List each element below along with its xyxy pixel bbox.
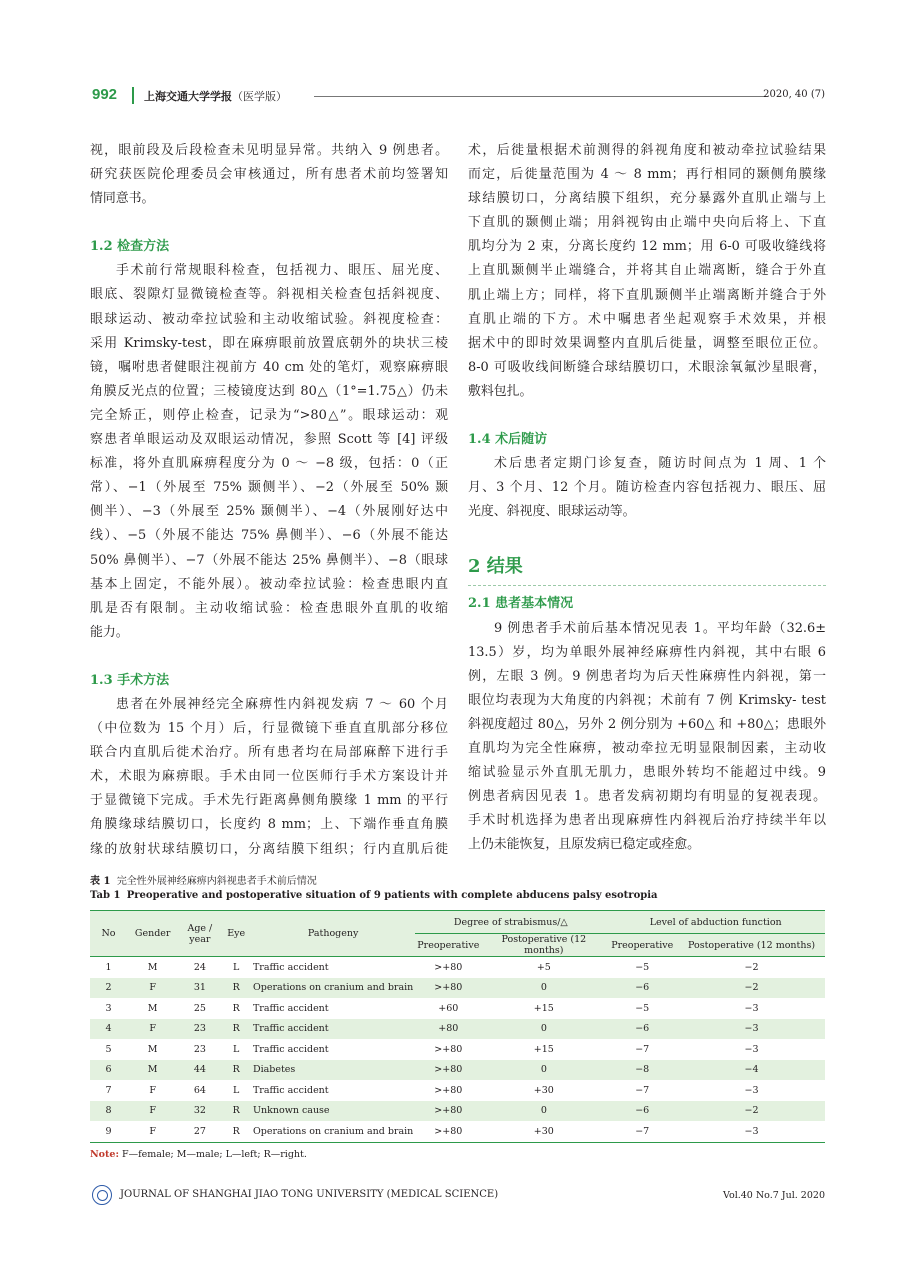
section-rule xyxy=(468,585,826,586)
text-line: 角膜反光点的位置；三棱镜度达到 80△（1°=1.75△）仍未 xyxy=(90,383,448,399)
header-abd-post: Postoperative (12 months) xyxy=(678,934,825,957)
cell-gender: F xyxy=(149,1084,156,1096)
text-line: （中位数为 15 个月）后，行显微镜下垂直直肌部分移位 xyxy=(90,721,448,737)
text-line: 联合内直肌后徙术治疗。所有患者均在局部麻醉下进行手 xyxy=(90,745,448,761)
text-line: 直肌止端的下方。术中嘱患者坐起观察手术效果，并根 xyxy=(468,311,826,327)
cell-pathogeny: Unknown cause xyxy=(251,1101,415,1122)
running-header xyxy=(92,86,825,106)
cell-abd-pre: −8 xyxy=(606,1060,678,1081)
text-line: 眼位均表现为大角度的内斜视；术前有 7 例 Krimsky- test xyxy=(468,692,826,708)
text-line: 眼球运动、被动牵拉试验和主动收缩试验。斜视度检查： xyxy=(90,311,448,327)
text-line: 线）、−5（外展不能达 75% 鼻侧半）、−6（外展不能达 xyxy=(90,528,448,544)
header-no: No xyxy=(90,911,127,957)
cell-no: 7 xyxy=(105,1084,112,1096)
cell-abd-pre: −7 xyxy=(635,1084,650,1096)
cell-strab-post: +5 xyxy=(536,961,551,973)
cell-abd-pre: −5 xyxy=(635,961,650,973)
cell-abd-post: −3 xyxy=(744,1084,759,1096)
text-line: 球结膜切口，分离结膜下组织，充分暴露外直肌止端与上 xyxy=(468,191,826,207)
cell-strab-pre: >+80 xyxy=(434,961,463,973)
table-row xyxy=(90,1101,825,1122)
journal-logo-icon xyxy=(92,1185,112,1205)
results-table xyxy=(90,910,825,1143)
cell-strab-post: 0 xyxy=(481,978,606,999)
cell-gender: F xyxy=(149,1125,156,1137)
table-row xyxy=(90,1121,825,1142)
section-heading: 1.3 手术方法 xyxy=(90,672,170,688)
cell-no: 6 xyxy=(90,1060,127,1081)
header-pathogeny: Pathogeny xyxy=(251,911,415,957)
cell-gender: F xyxy=(127,1101,178,1122)
cell-abd-post: −3 xyxy=(744,1125,759,1137)
cell-strab-pre: >+80 xyxy=(415,978,481,999)
text-line: 缩试验显示外直肌无肌力，患眼外转均不能超过中线。9 xyxy=(468,765,826,781)
cell-pathogeny: Operations on cranium and brain xyxy=(251,978,415,999)
cell-abd-post: −2 xyxy=(678,1101,825,1122)
cell-eye: R xyxy=(221,1019,251,1040)
cell-pathogeny: Traffic accident xyxy=(252,961,329,973)
text-line: 察患者单眼运动及双眼运动情况，参照 Scott 等 [4] 评级 xyxy=(90,432,448,448)
cell-no: 9 xyxy=(105,1125,112,1137)
text-line: 于显微镜下完成。手术先行距离鼻侧角膜缘 1 mm 的平行 xyxy=(90,793,448,809)
cell-abd-pre: −7 xyxy=(635,1125,650,1137)
cell-strab-post: +15 xyxy=(533,1002,554,1014)
text-line: 基本上固定，不能外展）。被动牵拉试验：检查患眼内直 xyxy=(90,576,448,592)
cell-abd-post: −2 xyxy=(678,978,825,999)
cell-strab-post: 0 xyxy=(481,1019,606,1040)
cell-eye: R xyxy=(221,978,251,999)
cell-age: 64 xyxy=(193,1084,206,1096)
text-line: 角膜缘球结膜切口，长度约 8 mm；上、下端作垂直角膜 xyxy=(90,817,448,833)
cell-eye: L xyxy=(233,961,240,973)
cell-no: 1 xyxy=(105,961,112,973)
text-line: 肌是否有限制。主动收缩试验：检查患眼外直肌的收缩 xyxy=(90,600,448,616)
header-eye: Eye xyxy=(221,911,251,957)
cell-strab-pre: >+80 xyxy=(434,1043,463,1055)
table-note: Note: F—female; M—male; L—left; R—right. xyxy=(90,1149,307,1160)
text-line: 月、3 个月、12 个月。随访检查内容包括视力、眼压、屈 xyxy=(468,480,826,496)
cell-eye: R xyxy=(221,1060,251,1081)
cell-gender: M xyxy=(147,1043,158,1055)
header-age: Age / year xyxy=(178,911,221,957)
table-caption-en: Tab 1 Preoperative and postoperative situation of 9 patients with complete abducens palsy esotropia xyxy=(90,890,658,901)
table-row xyxy=(90,1060,825,1081)
year-issue: 2020, 40 (7) xyxy=(763,89,825,100)
cell-strab-pre: >+80 xyxy=(434,1125,463,1137)
cell-pathogeny: Diabetes xyxy=(251,1060,415,1081)
text-line: 13.5）岁，均为单眼外展神经麻痹性内斜视，其中右眼 6 xyxy=(468,644,826,660)
cell-eye: R xyxy=(232,1125,240,1137)
cell-abd-post: −2 xyxy=(744,961,759,973)
header-abduction-group: Level of abduction function xyxy=(606,911,825,934)
cell-age: 32 xyxy=(178,1101,221,1122)
text-line: 8-0 可吸收线间断缝合球结膜切口，术眼涂氧氟沙星眼膏， xyxy=(468,359,826,375)
cell-strab-pre: +60 xyxy=(438,1002,459,1014)
text-line: 侧半）、−3（外展至 25% 颞侧半）、−4（外展刚好达中 xyxy=(90,504,448,520)
text-line: 术后患者定期门诊复查，随访时间点为 1 周、1 个 xyxy=(494,456,826,472)
cell-abd-pre: −5 xyxy=(635,1002,650,1014)
spacer xyxy=(468,524,826,548)
text-line: 肌均分为 2 束，分离长度约 12 mm；用 6-0 可吸收缝线将 xyxy=(468,239,826,255)
header-divider xyxy=(132,87,134,104)
cell-gender: F xyxy=(127,978,178,999)
footer-volume: Vol.40 No.7 Jul. 2020 xyxy=(722,1190,825,1201)
text-line: 而定，后徙量范围为 4 ～ 8 mm；再行相同的颞侧角膜缘 xyxy=(468,167,826,183)
text-line: 例患者病因见表 1。患者发病初期均有明显的复视表现。 xyxy=(468,789,826,805)
cell-eye: R xyxy=(232,1002,240,1014)
text-line: 手术时机选择为患者出现麻痹性内斜视后治疗持续半年以 xyxy=(468,813,826,829)
text-line: 术，后徙量根据术前测得的斜视角度和被动牵拉试验结果 xyxy=(468,143,826,158)
spacer xyxy=(468,404,826,428)
cell-strab-pre: >+80 xyxy=(434,1084,463,1096)
cell-age: 23 xyxy=(193,1043,206,1055)
cell-abd-pre: −6 xyxy=(606,978,678,999)
cell-eye: R xyxy=(221,1101,251,1122)
cell-gender: F xyxy=(127,1019,178,1040)
section-heading: 1.2 检查方法 xyxy=(90,239,170,255)
cell-pathogeny: Traffic accident xyxy=(251,1019,415,1040)
cell-abd-post: −4 xyxy=(678,1060,825,1081)
journal-title: 上海交通大学学报（医学版） xyxy=(144,90,287,103)
text-line: 肌止端上方；同样，将下直肌颞侧半止端离断并缝合于外 xyxy=(468,287,826,303)
text-line: 50% 鼻侧半）、−7（外展不能达 25% 鼻侧半）、−8（眼球 xyxy=(90,552,448,568)
section-heading: 2.1 患者基本情况 xyxy=(468,596,574,612)
table-row xyxy=(90,978,825,999)
text-line: 标准，将外直肌麻痹程度分为 0 ～ −8 级，包括：0（正 xyxy=(90,456,448,472)
text-line: 据术中的即时效果调整内直肌后徙量，调整至眼位正位。 xyxy=(468,335,826,351)
left-column xyxy=(90,139,448,862)
text-line: 采用 Krimsky-test，即在麻痹眼前放置底朝外的块状三棱 xyxy=(90,335,448,351)
table-row xyxy=(90,1019,825,1040)
table-row xyxy=(90,1080,825,1101)
text-line: 眼底、裂隙灯显微镜检查等。斜视相关检查包括斜视度、 xyxy=(90,287,448,303)
text-line: 情同意书。 xyxy=(90,191,155,207)
section-heading: 1.4 术后随访 xyxy=(468,432,548,448)
text-line: 完全矫正，则停止检查，记录为“>80△”。眼球运动：观 xyxy=(90,407,448,423)
text-line: 常）、−1（外展至 75% 颞侧半）、−2（外展至 50% 颞 xyxy=(90,480,448,496)
cell-pathogeny: Traffic accident xyxy=(252,1002,329,1014)
section-heading-main: 2 结果 xyxy=(468,556,523,578)
text-line: 能力。 xyxy=(90,624,129,640)
cell-eye: L xyxy=(233,1084,240,1096)
cell-strab-pre: >+80 xyxy=(415,1101,481,1122)
cell-strab-post: 0 xyxy=(481,1060,606,1081)
header-gender: Gender xyxy=(127,911,178,957)
cell-gender: M xyxy=(127,1060,178,1081)
text-line: 上仍未能恢复，且原发病已稳定或痊愈。 xyxy=(468,837,701,853)
cell-abd-pre: −6 xyxy=(606,1101,678,1122)
cell-pathogeny: Operations on cranium and brain xyxy=(252,1125,414,1137)
cell-abd-pre: −6 xyxy=(606,1019,678,1040)
cell-strab-post: +30 xyxy=(533,1084,554,1096)
cell-eye: L xyxy=(233,1043,240,1055)
table-row xyxy=(90,1039,825,1060)
text-line: 视，眼前段及后段检查未见明显异常。共纳入 9 例患者。 xyxy=(90,143,448,158)
cell-no: 3 xyxy=(105,1002,112,1014)
cell-age: 31 xyxy=(178,978,221,999)
table-body xyxy=(90,957,825,1143)
header-strabismus-group: Degree of strabismus/△ xyxy=(415,911,606,934)
cell-strab-post: 0 xyxy=(481,1101,606,1122)
text-line: 术，术眼为麻痹眼。手术由同一位医师行手术方案设计并 xyxy=(90,769,448,785)
cell-pathogeny: Traffic accident xyxy=(252,1043,329,1055)
header-strab-pre: Preoperative xyxy=(415,934,481,957)
text-line: 上直肌颞侧半止端缝合，并将其自止端离断，缝合于外直 xyxy=(468,263,826,279)
text-line: 9 例患者手术前后基本情况见表 1。平均年龄（32.6± xyxy=(494,620,826,636)
cell-no: 4 xyxy=(90,1019,127,1040)
spacer xyxy=(90,211,448,235)
text-line: 缘的放射状球结膜切口，分离结膜下组织；行内直肌后徙 xyxy=(90,841,448,857)
cell-strab-pre: >+80 xyxy=(415,1060,481,1081)
text-line: 手术前行常规眼科检查，包括视力、眼压、屈光度、 xyxy=(116,263,448,279)
cell-abd-pre: −7 xyxy=(635,1043,650,1055)
cell-strab-post: +30 xyxy=(533,1125,554,1137)
right-column xyxy=(468,139,826,857)
cell-strab-post: +15 xyxy=(533,1043,554,1055)
text-line: 斜视度超过 80△，另外 2 例分别为 +60△ 和 +80△；患眼外 xyxy=(468,716,826,732)
cell-gender: M xyxy=(147,1002,158,1014)
page-number: 992 xyxy=(92,86,118,103)
spacer xyxy=(90,645,448,669)
text-line: 镜，嘱咐患者健眼注视前方 40 cm 处的笔灯，观察麻痹眼 xyxy=(90,359,448,375)
text-line: 下直肌的颞侧止端；用斜视钩由止端中央向后将上、下直 xyxy=(468,215,826,231)
cell-abd-post: −3 xyxy=(744,1043,759,1055)
cell-pathogeny: Traffic accident xyxy=(252,1084,329,1096)
cell-age: 27 xyxy=(193,1125,206,1137)
text-line: 患者在外展神经完全麻痹性内斜视发病 7 ～ 60 个月 xyxy=(116,696,448,712)
header-strab-post: Postoperative (12 months) xyxy=(481,934,606,957)
cell-strab-pre: +80 xyxy=(415,1019,481,1040)
text-line: 研究获医院伦理委员会审核通过，所有患者术前均签署知 xyxy=(90,167,448,183)
table-row xyxy=(90,998,825,1019)
cell-no: 5 xyxy=(105,1043,112,1055)
footer-journal: JOURNAL OF SHANGHAI JIAO TONG UNIVERSITY (MEDICAL SCIENCE) xyxy=(120,1189,499,1200)
table-row xyxy=(90,957,825,978)
text-line: 敷料包扎。 xyxy=(468,383,533,399)
cell-age: 24 xyxy=(193,961,206,973)
cell-age: 25 xyxy=(193,1002,206,1014)
text-line: 光度、斜视度、眼球运动等。 xyxy=(468,504,636,520)
cell-age: 23 xyxy=(178,1019,221,1040)
text-line: 直肌均为完全性麻痹，被动牵拉无明显限制因素，主动收 xyxy=(468,740,826,756)
cell-no: 8 xyxy=(90,1101,127,1122)
header-rule xyxy=(314,96,766,97)
running-footer xyxy=(92,1185,825,1207)
text-line: 例，左眼 3 例。9 例患者均为后天性麻痹性内斜视，第一 xyxy=(468,668,826,684)
cell-abd-post: −3 xyxy=(678,1019,825,1040)
cell-abd-post: −3 xyxy=(744,1002,759,1014)
cell-gender: M xyxy=(147,961,158,973)
table-caption-zh: 表 1 完全性外展神经麻痹内斜视患者手术前后情况 xyxy=(90,876,317,887)
cell-no: 2 xyxy=(90,978,127,999)
cell-age: 44 xyxy=(178,1060,221,1081)
header-abd-pre: Preoperative xyxy=(606,934,678,957)
